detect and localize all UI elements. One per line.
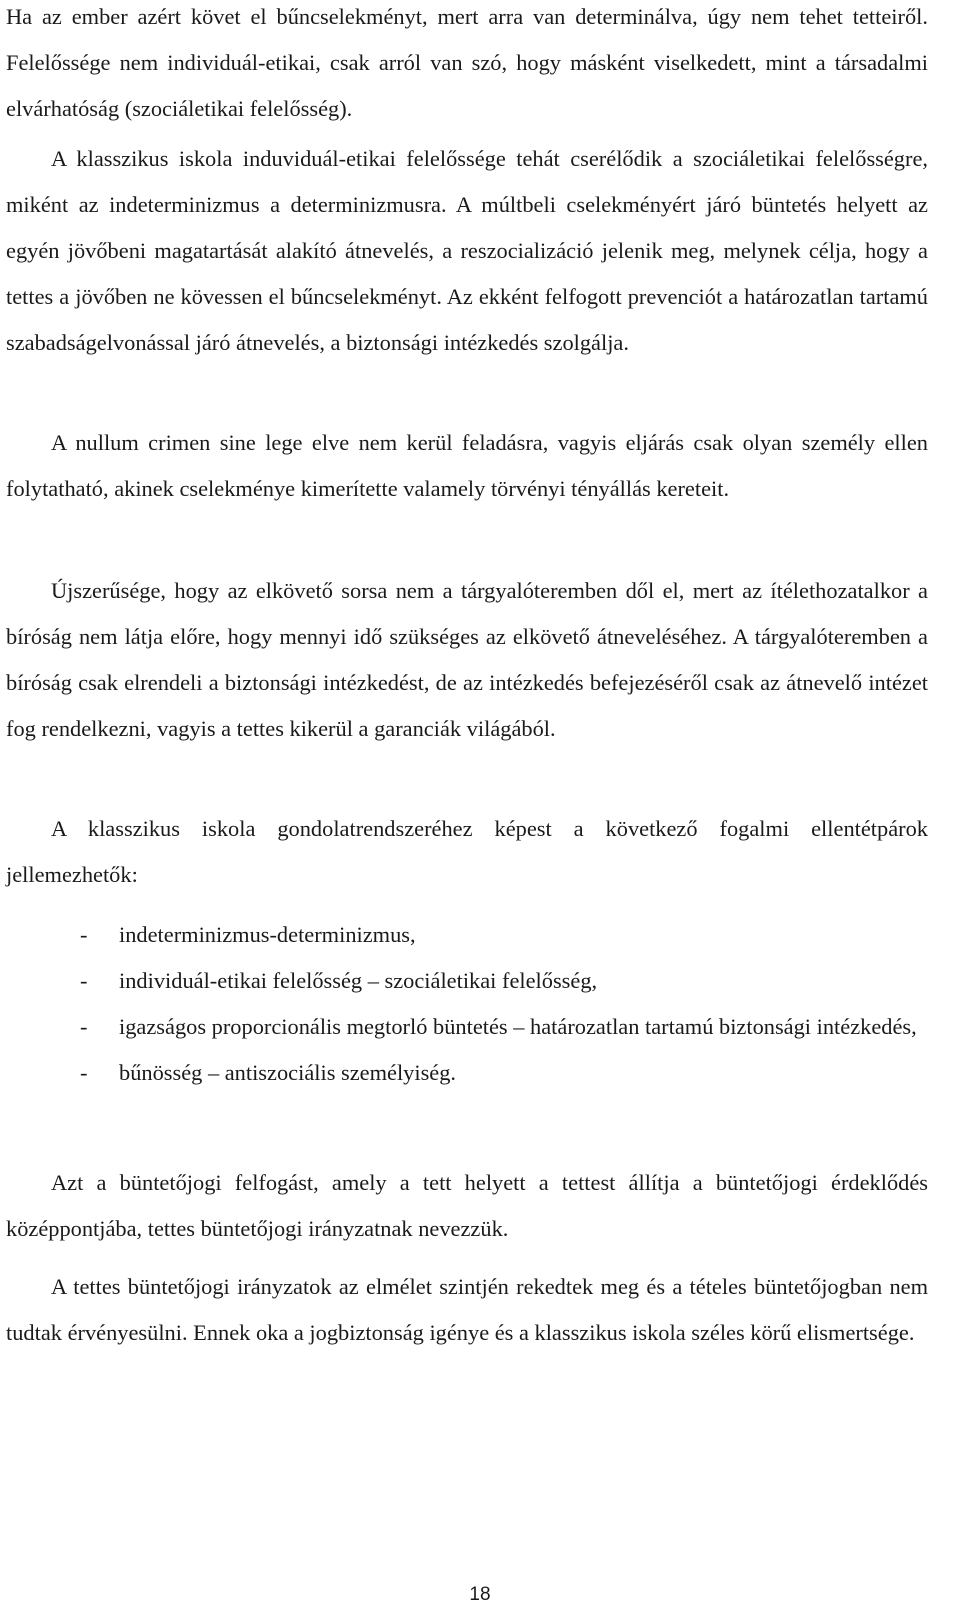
paragraph-nullum-crimen: A nullum crimen sine lege elve nem kerül feladásra, vagyis eljárás csak olyan személy ellen folytatható, akinek cselekménye kimerítette valamely törvényi tényállás kereteit. [6,430,928,501]
paragraph-offender-theories: A tettes büntetőjogi irányzatok az elmélet szintjén rekedtek meg és a tételes büntetőjogban nem tudtak érvényesülni. Ennek oka a jogbiztonság igénye és a klasszikus iskola széles körű elismertsége. [6,1274,928,1345]
list-item-text: individuál-etikai felelősség – szociáletikai felelősség, [119,968,598,993]
list-item [6,1050,928,1096]
list-item-text: indeterminizmus-determinizmus, [119,922,416,947]
list-dash: - [80,1014,88,1039]
list-item-text: igazságos proporcionális megtorló büntetés – határozatlan tartamú biztonsági intézkedés, [119,1014,917,1039]
list-dash: - [80,1060,88,1085]
paragraph-novelty: Újszerűsége, hogy az elkövető sorsa nem a tárgyalóteremben dől el, mert az ítélethozatalkor a bíróság nem látja előre, hogy mennyi idő szükséges az elkövető átneveléséhez. A tárgyalóteremben a bíróság csak elrendeli a biztonsági intézkedést, de az intézkedés befejezéséről csak az átnevelő intézet fog rendelkezni, vagyis a tettes kikerül a garanciák világából. [6,578,928,741]
list-dash: - [80,922,88,947]
paragraph-determinism-responsibility: Ha az ember azért követ el bűncselekményt, mert arra van determinálva, úgy nem tehet tetteiről. Felelőssége nem individuál-etikai, csak arról van szó, hogy másként viselkedett, mint a társadalmi elvárhatóság (szociáletikai felelősség). [6,4,928,121]
page-number: 18 [469,1584,491,1605]
paragraph-concept-pairs-intro: A klasszikus iskola gondolatrendszeréhez képest a következő fogalmi ellentétpárok jellemezhetők: [6,816,928,887]
list-item [6,958,928,1004]
list-item [6,1004,928,1050]
paragraph-social-ethical-responsibility: A klasszikus iskola induviduál-etikai felelőssége tehát cserélődik a szociáletikai felelősségre, miként az indeterminizmus a determinizmusra. A múltbeli cselekményért járó büntetés helyett az egyén jövőbeni magatartását alakító átnevelés, a reszocializáció jelenik meg, melynek célja, hogy a tettes a jövőben ne kövessen el bűncselekményt. Az ekként felfogott prevenciót a határozatlan tartamú szabadságelvonással járó átnevelés, a biztonsági intézkedés szolgálja. [6,146,928,355]
concept-pairs-list [6,912,928,1096]
list-item [6,912,928,958]
list-dash: - [80,968,88,993]
list-item-text: bűnösség – antiszociális személyiség. [119,1060,457,1085]
paragraph-offender-criminal-law: Azt a büntetőjogi felfogást, amely a tett helyett a tettest állítja a büntetőjogi érdeklődés középpontjába, tettes büntetőjogi irányzatnak nevezzük. [6,1170,928,1241]
